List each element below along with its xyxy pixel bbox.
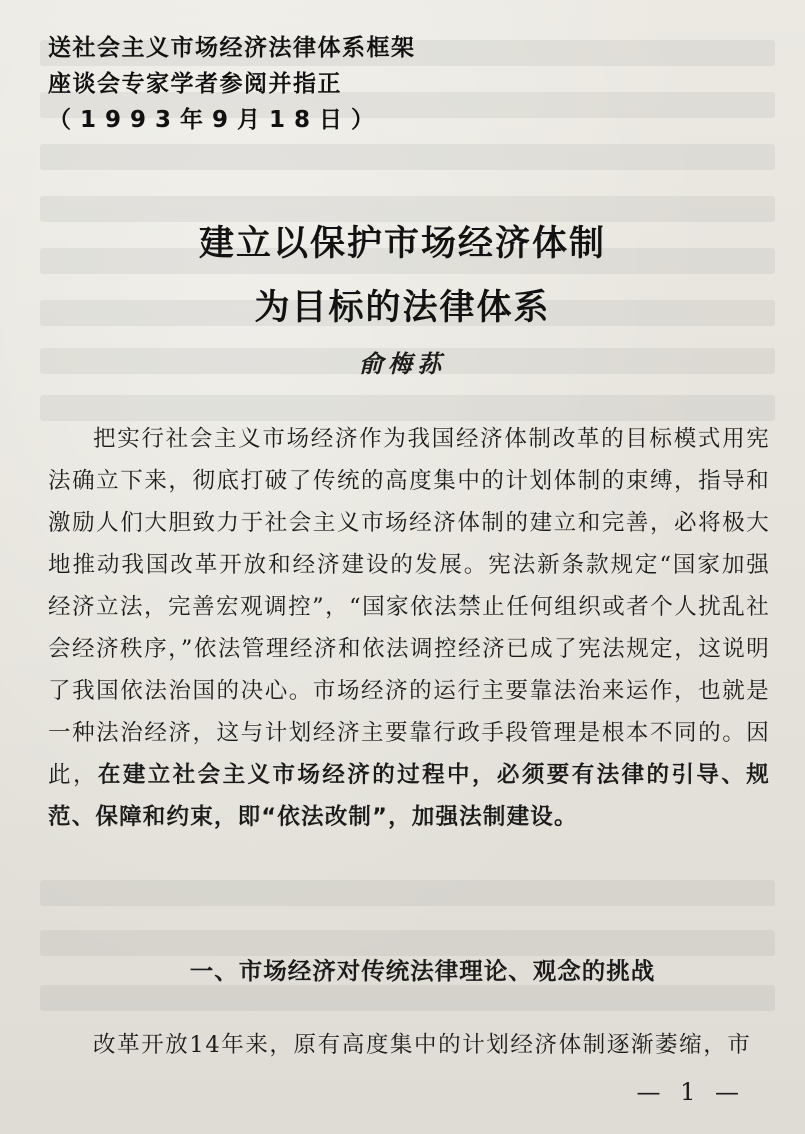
body-paragraph-1 [48, 418, 770, 838]
author-name: 俞梅荪 [359, 350, 446, 378]
distribution-note [48, 30, 416, 138]
distribution-date: （1993年9月18日） [48, 107, 384, 133]
bleed-through-shadow [40, 880, 775, 906]
body-paragraph-2: 改革开放14年来，原有高度集中的计划经济体制逐渐萎缩，市 [93, 1032, 752, 1058]
distribution-note-line2: 座谈会专家学者参阅并指正 [48, 71, 342, 97]
paragraph-1-text: 把实行社会主义市场经济作为我国经济体制改革的目标模式用宪法确立下来，彻底打破了传统的高度集中的计划体制的束缚，指导和激励人们大胆致力于社会主义市场经济体制的建立和完善，必将极大地推动我国改革开放和经济建设的发展。宪法新条款规定“国家加强经济立法，完善宏观调控”，“国家依法禁止任何组织或者个人扰乱社会经济秩序，”依法管理经济和依法调控经济已成了宪法规定，这说明了我国依法治国的决心。市场经济的运行主要靠法治来运作，也就是一种法治经济，这与计划经济主要靠行政手段管理是根本不同的。因此， [48, 426, 770, 788]
article-title-line2: 为目标的法律体系 [254, 288, 551, 328]
distribution-note-line1: 送社会主义市场经济法律体系框架 [48, 35, 416, 61]
page-number: — 1 — [636, 1078, 745, 1106]
article-title-line1: 建立以保护市场经济体制 [198, 224, 606, 264]
paragraph-1-emphasis: 在建立社会主义市场经济的过程中，必须要有法律的引导、规范、保障和约束，即“依法改制”，加强法制建设。 [48, 762, 771, 830]
bleed-through-shadow [40, 144, 775, 170]
bleed-through-shadow [40, 985, 775, 1011]
section-heading: 一、市场经济对传统法律理论、观念的挑战 [189, 957, 656, 985]
